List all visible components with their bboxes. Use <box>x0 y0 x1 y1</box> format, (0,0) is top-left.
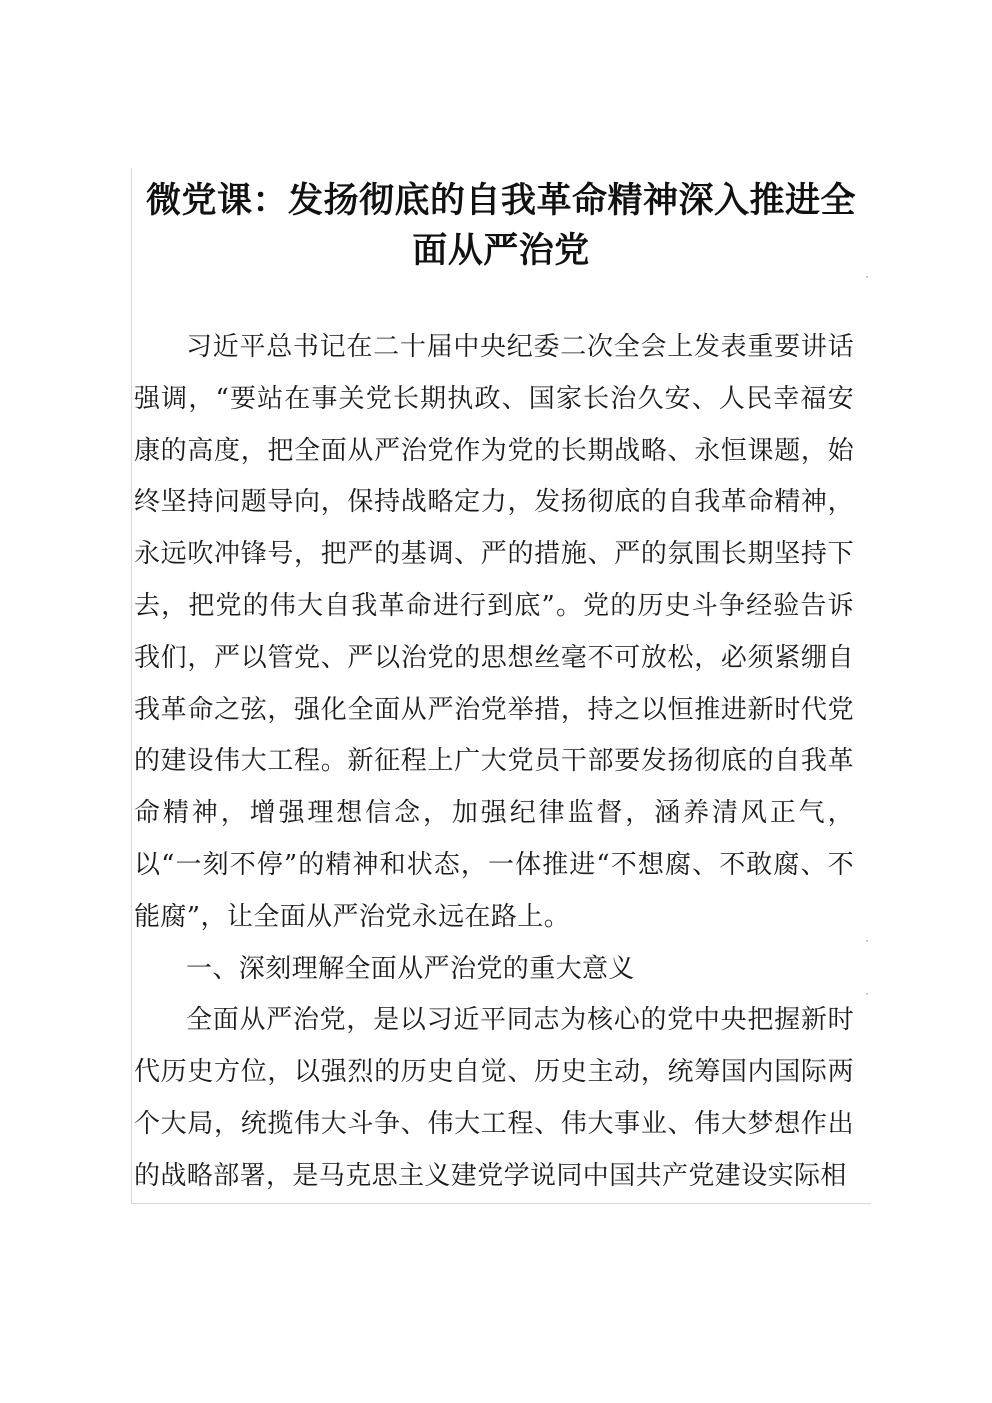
intro-paragraph: 习近平总书记在二十届中央纪委二次全会上发表重要讲话强调，“要站在事关党长期执政、国家长治久安、人民幸福安康的高度，把全面从严治党作为党的长期战略、永恒课题，始终坚持问题导向，保持战略定力，发扬彻底的自我革命精神，永远吹冲锋号，把严的基调、严的措施、严的氛围长期坚持下去，把党的伟大自我革命进行到底”。党的历史斗争经验告诉我们，严以管党、严以治党的思想丝毫不可放松，必须紧绷自我革命之弦，强化全面从严治党举措，持之以恒推进新时代党的建设伟大工程。新征程上广大党员干部要发扬彻底的自我革命精神，增强理想信念，加强纪律监督，涵养清风正气，以“一刻不停”的精神和状态，一体推进“不想腐、不敢腐、不能腐”，让全面从严治党永远在路上。 <box>134 332 854 932</box>
margin-tick-mark <box>866 940 868 942</box>
page-margin-line-bottom <box>131 1203 871 1204</box>
page-margin-line-left <box>131 168 132 1204</box>
body-paragraph: 全面从严治党，是以习近平同志为核心的党中央把握新时代历史方位，以强烈的历史自觉、历史主动，统筹国内国际两个大局，统揽伟大斗争、伟大工程、伟大事业、伟大梦想作出的战略部署，是马克思主义建党学说同中国共产党建设实际相 <box>134 1005 854 1191</box>
document-body <box>134 322 854 1203</box>
margin-tick-mark <box>866 276 868 278</box>
margin-tick-mark <box>866 993 868 995</box>
section-heading: 一、深刻理解全面从严治党的重大意义 <box>186 953 635 984</box>
document-title: 微党课：发扬彻底的自我革命精神深入推进全面从严治党 <box>145 181 856 271</box>
